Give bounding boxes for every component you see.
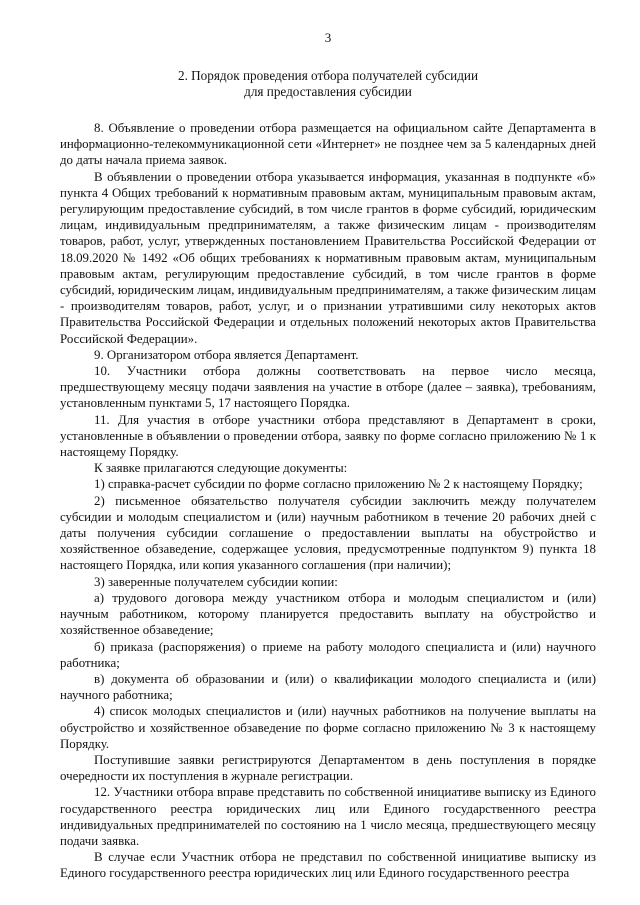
paragraph-attached-documents-intro: К заявке прилагаются следующие документы: bbox=[94, 461, 348, 476]
paragraph-10-participant-requirements: 10. Участники отбора должны соответствовать на первое число месяца, предшествующему месяцу подачи заявления на участие в отборе (далее – заявка), требованиям, установленным пунктами 5, 17 настоящего Порядка. bbox=[60, 364, 596, 411]
list-subitem-v-education-document: в) документа об образовании и (или) о квалификации молодого специалиста и (или) научного работника; bbox=[60, 671, 596, 703]
paragraph-announcement-contents: В объявлении о проведении отбора указывается информация, указанная в подпункте «б» пункта 4 Общих требований к нормативным правовым актам, муниципальным правовым актам, регулирующим предоставление субсидий, в том числе грантов в форме субсидий, юридическим лицам, индивидуальным предпринимателям, а также физическим лицам - производителям товаров, работ, услуг, утвержденных постановлением Правительства Российской Федерации от 18.09.2020 № 1492 «Об общих требованиях к нормативным правовым актам, муниципальным правовым актам, регулирующим предоставление субсидий, в том числе грантов в форме субсидий, юридическим лицам, индивидуальным предпринимателям, а также физическим лицам - производителям товаров, работ, услуг, и о признании утратившими силу некоторых актов Правительства Российской Федерации и отдельных положений некоторых актов Правительства Российской Федерации». bbox=[60, 169, 596, 346]
paragraph-registry-extract-not-provided: В случае если Участник отбора не представил по собственной инициативе выписку из Единого государственного реестра юридических лиц или Единого государственного реестра bbox=[60, 850, 596, 881]
list-subitem-b-hiring-order: б) приказа (распоряжения) о приеме на работу молодого специалиста и (или) научного работника; bbox=[60, 639, 596, 670]
list-item-4-specialists-list: 4) список молодых специалистов и (или) научных работников на получение выплаты на обустройство и хозяйственное обзаведение по форме согласно приложению № 3 к настоящему Порядку. bbox=[60, 704, 596, 751]
list-item-1-subsidy-calculation: 1) справка-расчет субсидии по форме согласно приложению № 2 к настоящему Порядку; bbox=[94, 477, 583, 492]
section-heading bbox=[60, 68, 596, 100]
page-number: 3 bbox=[324, 30, 332, 45]
paragraph-8-announcement: 8. Объявление о проведении отбора размещается на официальном сайте Департамента в информационно-телекоммуникационной сети «Интернет» не позднее чем за 5 календарных дней до даты начала приема заявок. bbox=[60, 121, 596, 168]
list-item-3-certified-copies: 3) заверенные получателем субсидии копии: bbox=[94, 574, 338, 589]
paragraph-12-registry-extract: 12. Участники отбора вправе представить по собственной инициативе выписку из Единого государственного реестра юридических лиц или Единого государственного реестра индивидуальных предпринимателей по состоянию на 1 число месяца, предшествующего месяцу подачи заявка. bbox=[60, 785, 596, 848]
document-body bbox=[60, 120, 596, 882]
paragraph-registration: Поступившие заявки регистрируются Департаментом в день поступления в порядке очередности их поступления в журнале регистрации. bbox=[60, 752, 596, 784]
list-subitem-a-employment-contract: а) трудового договора между участником отбора и молодым специалистом и (или) научным работником, которому планируется предоставить выплату на обустройство и хозяйственное обзаведение; bbox=[60, 590, 596, 638]
section-heading-line-1: 2. Порядок проведения отбора получателей субсидии bbox=[177, 68, 479, 83]
paragraph-11-application: 11. Для участия в отборе участники отбора представляют в Департамент в сроки, установленные в объявлении о проведении отбора, заявку по форме согласно приложению № 1 к настоящему Порядку. bbox=[60, 412, 596, 460]
paragraph-9-organizer: 9. Организатором отбора является Департамент. bbox=[94, 347, 359, 362]
section-heading-line-2: для предоставления субсидии bbox=[244, 84, 412, 99]
list-item-2-written-obligation: 2) письменное обязательство получателя субсидии заключить между получателем субсидии и молодым специалистом и (или) научным работником в течение 20 рабочих дней с даты получения субсидии соглашение о предоставлении выплаты на обустройство и хозяйственное обзаведение, содержащее условия, предусмотренные подпунктом 9) пункта 18 настоящего Порядка, или копия указанного соглашения (при наличии); bbox=[60, 493, 596, 573]
